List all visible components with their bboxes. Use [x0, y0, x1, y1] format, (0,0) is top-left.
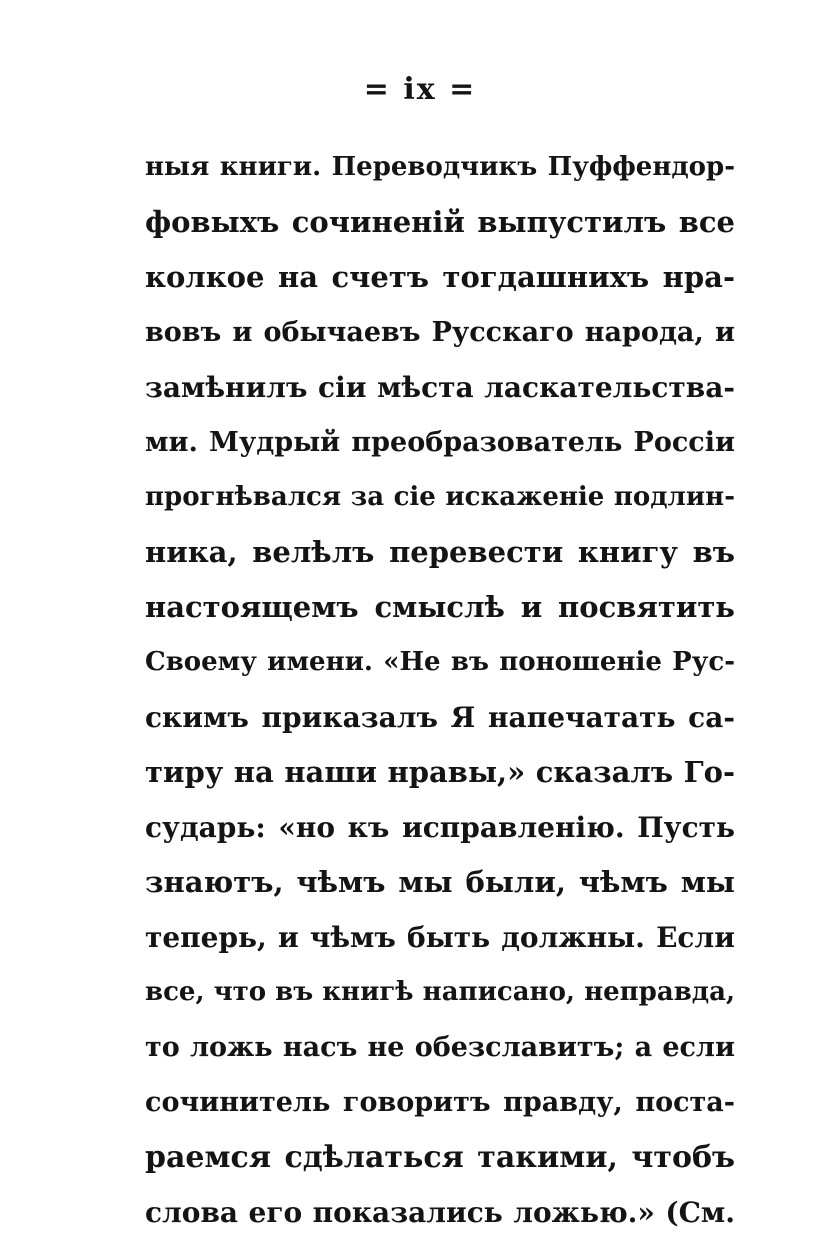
text-line: Своему имени. «Не въ поношеніе Рус-	[145, 647, 735, 677]
text-line: сударь: «но къ исправленію. Пусть	[145, 811, 735, 844]
text-line: вовъ и обычаевъ Русскаго народа, и	[145, 317, 735, 348]
text-line: слова его показались ложью.» (См.	[145, 1196, 735, 1229]
text-line: теперь, и чѣмъ быть должны. Если	[145, 921, 735, 954]
page-number-header: = ix =	[363, 72, 477, 107]
text-line: скимъ приказалъ Я напечатать са-	[145, 701, 735, 734]
body-text	[145, 140, 735, 1240]
text-line: колкое на счетъ тогдашнихъ нра-	[145, 260, 735, 294]
text-line: ника, велѣлъ перевести книгу въ	[145, 535, 735, 569]
text-line: сочинитель говоритъ правду, поста-	[145, 1087, 735, 1118]
text-line: ми. Мудрый преобразователь Россіи	[145, 427, 735, 458]
text-line: прогнѣвался за сіе искаженіе подлин-	[145, 482, 735, 512]
text-line: раемся сдѣлаться такими, чтобъ	[145, 1140, 735, 1175]
text-line: все, что въ книгѣ написано, неправда,	[145, 977, 735, 1007]
text-line: настоящемъ смыслѣ и посвятить	[145, 590, 735, 624]
text-line: фовыхъ сочиненій выпустилъ все	[145, 205, 735, 239]
text-line: тиру на наши нравы,» сказалъ Го-	[145, 755, 735, 789]
text-line: то ложь насъ не обезславитъ; а если	[145, 1032, 735, 1063]
text-line: знаютъ, чѣмъ мы были, чѣмъ мы	[145, 865, 735, 899]
text-line: замѣнилъ сіи мѣста ласкательства-	[145, 371, 735, 404]
text-line: ныя книги. Переводчикъ Пуффендор-	[145, 152, 735, 182]
